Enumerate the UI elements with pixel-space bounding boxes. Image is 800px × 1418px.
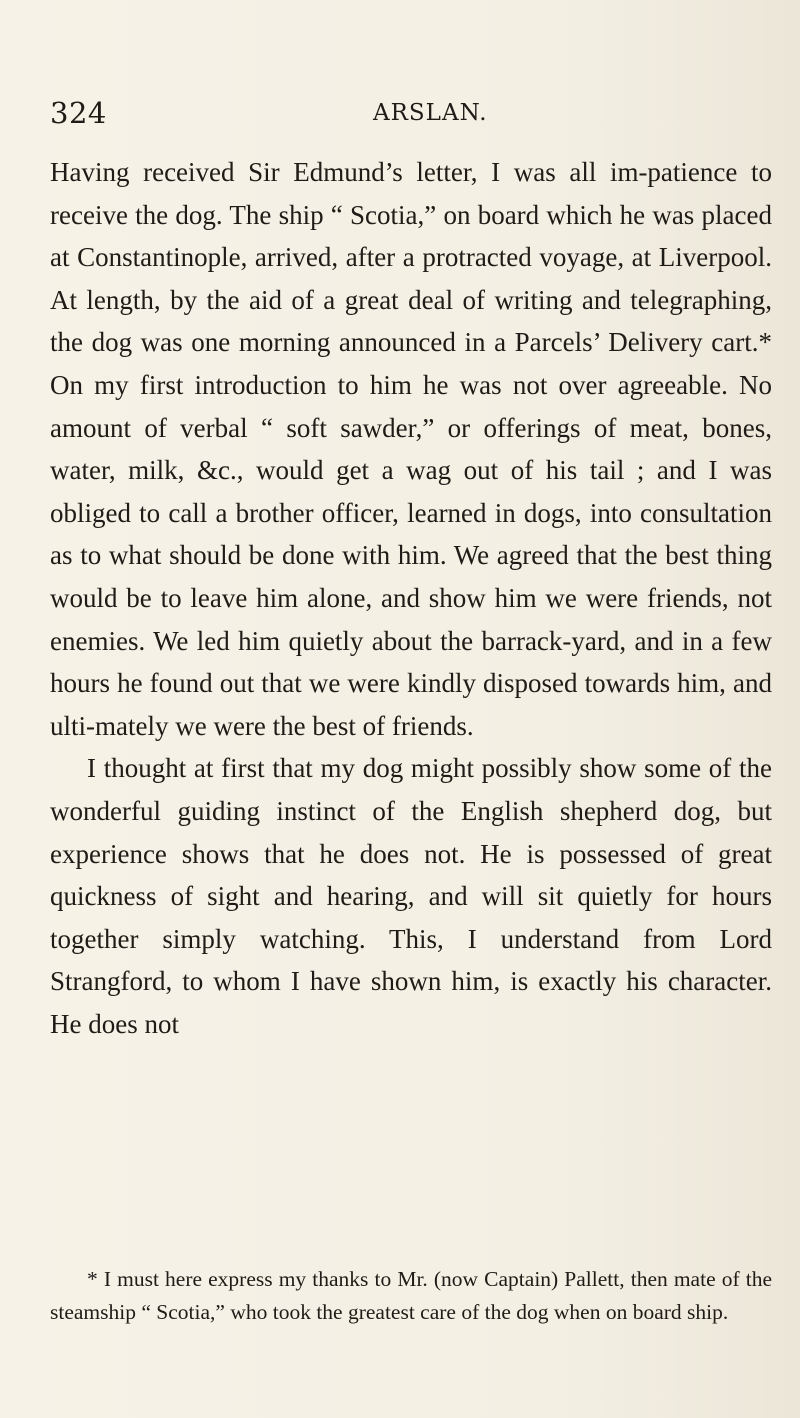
running-head: ARSLAN.: [373, 100, 488, 126]
body-text: [50, 151, 772, 1045]
footnote: * I must here express my thanks to Mr. (now Captain) Pallett, then mate of the steamship “ Scotia,” who took the greatest care of the dog when on board ship.: [50, 1267, 772, 1324]
page-header: [50, 96, 770, 132]
paragraph: Having received Sir Edmund’s letter, I was all im-patience to receive the dog. The ship “ Scotia,” on board which he was placed at Constantinople, arrived, after a protracted voyage, at Liverpool. At length, by the aid of a great deal of writing and telegraphing, the dog was one morning announced in a Parcels’ Delivery cart.* On my first introduction to him he was not over agreeable. No amount of verbal “ soft sawder,” or offerings of meat, bones, water, milk, &c., would get a wag out of his tail ; and I was obliged to call a brother officer, learned in dogs, into consultation as to what should be done with him. We agreed that the best thing would be to leave him alone, and show him we were friends, not enemies. We led him quietly about the barrack-yard, and in a few hours he found out that we were kindly disposed towards him, and ulti-mately we were the best of friends.: [50, 157, 772, 741]
page-number: 324: [50, 96, 107, 130]
paragraph: I thought at first that my dog might possibly show some of the wonderful guiding instinct of the English shepherd dog, but experience shows that he does not. He is possessed of great quickness of sight and hearing, and will sit quietly for hours together simply watching. This, I understand from Lord Strangford, to whom I have shown him, is exactly his character. He does not: [50, 753, 772, 1039]
